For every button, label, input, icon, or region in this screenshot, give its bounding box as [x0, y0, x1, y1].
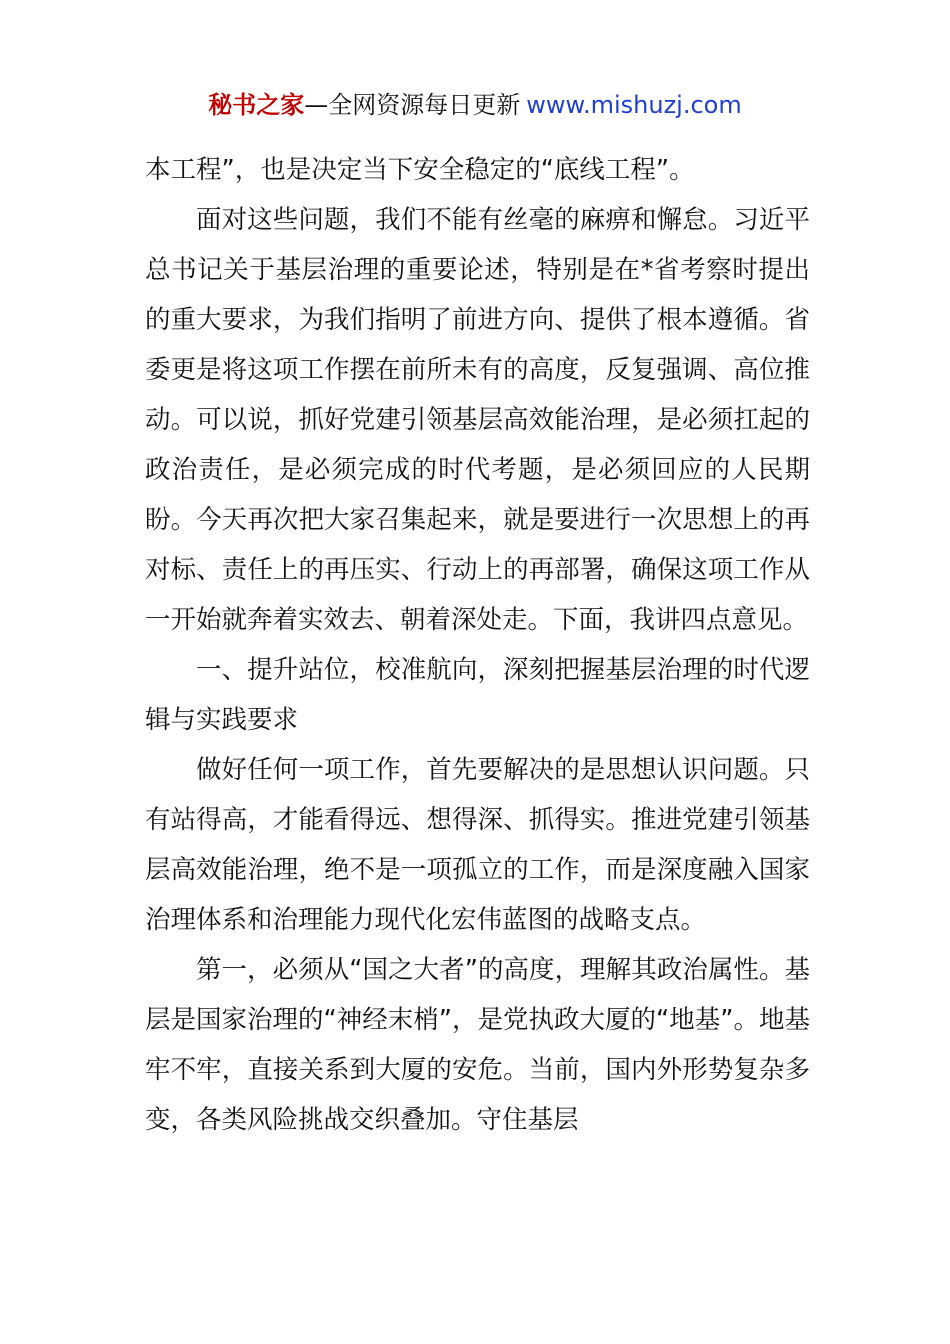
document-body: [145, 145, 810, 1145]
section-heading: 一、提升站位，校准航向，深刻把握基层治理的时代逻辑与实践要求: [145, 655, 810, 735]
paragraph-continued: 本工程”，也是决定当下安全稳定的“底线工程”。: [145, 155, 695, 185]
paragraph: 做好任何一项工作，首先要解决的是思想认识问题。只有站得高，才能看得远、想得深、抓得实。推进党建引领基层高效能治理，绝不是一项孤立的工作，而是深度融入国家治理体系和治理能力现代化宏伟蓝图的战略支点。: [145, 755, 810, 935]
page-header: [0, 88, 950, 122]
paragraph: 面对这些问题，我们不能有丝毫的麻痹和懈怠。习近平总书记关于基层治理的重要论述，特别是在*省考察时提出的重大要求，为我们指明了前进方向、提供了根本遵循。省委更是将这项工作摆在前所未有的高度，反复强调、高位推动。可以说，抓好党建引领基层高效能治理，是必须扛起的政治责任，是必须完成的时代考题，是必须回应的人民期盼。今天再次把大家召集起来，就是要进行一次思想上的再对标、责任上的再压实、行动上的再部署，确保这项工作从一开始就奔着实效去、朝着深处走。下面，我讲四点意见。: [145, 205, 810, 635]
brand-name: 秘书之家: [208, 91, 305, 119]
website-link[interactable]: www.mishuzj.com: [526, 91, 742, 119]
header-slogan: —全网资源每日更新: [304, 91, 521, 119]
paragraph: 第一，必须从“国之大者”的高度，理解其政治属性。基层是国家治理的“神经末梢”，是党执政大厦的“地基”。地基牢不牢，直接关系到大厦的安危。当前，国内外形势复杂多变，各类风险挑战交织叠加。守住基层: [145, 955, 810, 1135]
